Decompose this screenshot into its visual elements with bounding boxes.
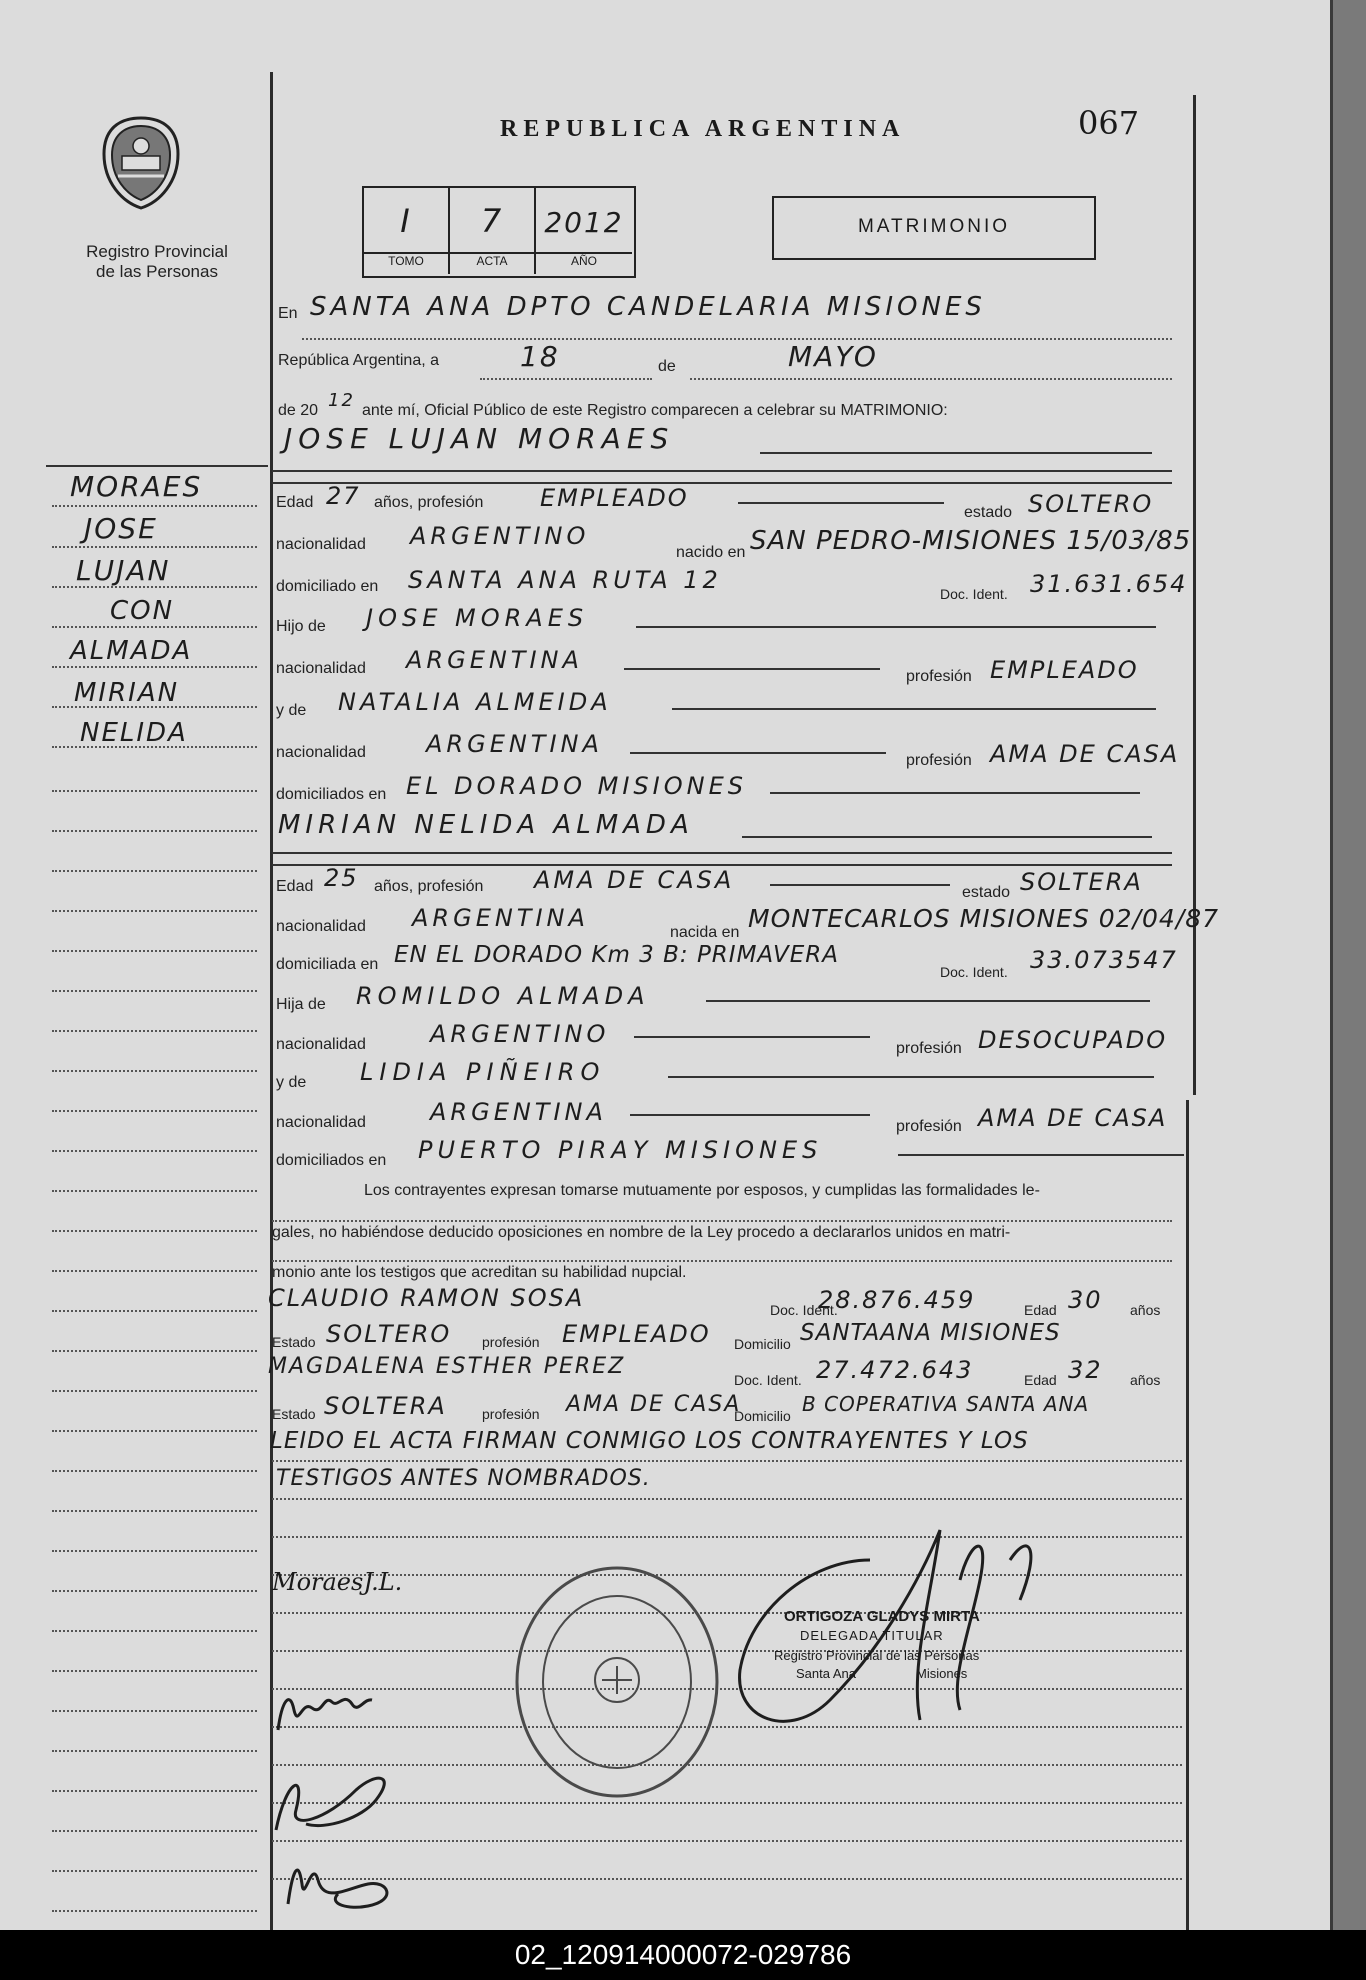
act-type-box	[772, 196, 1096, 260]
groom-name: JOSE LUJAN MORAES	[284, 422, 675, 455]
witness2-edad-label: Edad	[1024, 1372, 1057, 1388]
bride-anos-label: años, profesión	[374, 878, 484, 895]
month-value: MAYO	[788, 340, 878, 373]
witness1-address: SANTAANA MISIONES	[800, 1320, 1061, 1346]
tomo-label: TOMO	[388, 254, 424, 268]
bride-mother-nationality: ARGENTINA	[430, 1098, 607, 1126]
year-suffix: 12	[328, 390, 355, 411]
registry-emblem	[98, 112, 184, 212]
officer-location-1: Santa Ana	[796, 1666, 856, 1681]
witness1-estado-label: Estado	[272, 1334, 316, 1350]
act-type-label: MATRIMONIO	[857, 216, 1011, 237]
bride-father-profession: DESOCUPADO	[978, 1026, 1168, 1054]
witness2-name: MAGDALENA ESTHER PEREZ	[268, 1354, 626, 1379]
bride-mother-profession: AMA DE CASA	[978, 1104, 1168, 1132]
groom-doc-label: Doc. Ident.	[940, 586, 1008, 602]
groom-yde-label: y de	[276, 702, 307, 719]
margin-note-2: JOSE	[84, 512, 158, 545]
groom-parents-address: EL DORADO MISIONES	[406, 772, 747, 800]
bride-mother: LIDIA PIÑEIRO	[360, 1058, 606, 1086]
margin-note-7: NELIDA	[80, 718, 188, 748]
groom-anos-label: años, profesión	[374, 494, 484, 511]
groom-domiciliado-label: domiciliado en	[276, 578, 379, 595]
witness1-civil-status: SOLTERO	[326, 1320, 452, 1348]
bride-mother-prof-label: profesión	[896, 1118, 962, 1135]
bride-profession: AMA DE CASA	[534, 866, 735, 894]
margin-note-3: LUJAN	[76, 554, 171, 587]
witness1-age: 30	[1068, 1286, 1103, 1314]
groom-mother-nat-label: nacionalidad	[276, 744, 366, 761]
bride-father-nat-label: nacionalidad	[276, 1036, 366, 1053]
acta-label: ACTA	[476, 254, 508, 268]
witness1-signature	[266, 1760, 416, 1840]
bride-doc: 33.073547	[1030, 946, 1178, 974]
bride-edad-label: Edad	[276, 878, 314, 895]
right-margin-rule-lower	[1186, 1100, 1189, 1930]
groom-mother-nationality: ARGENTINA	[426, 730, 603, 758]
groom-estado-label: estado	[964, 504, 1013, 521]
de-label: de	[658, 358, 676, 375]
margin-note-4: CON	[110, 596, 175, 626]
bride-father: ROMILDO ALMADA	[356, 982, 650, 1010]
witness2-profesion-label: profesión	[482, 1406, 540, 1422]
scan-footer	[0, 1930, 1366, 1980]
right-margin-rule	[1193, 95, 1196, 1095]
groom-father-nat-label: nacionalidad	[276, 660, 366, 677]
witness2-signature	[268, 1844, 418, 1924]
bride-name: MIRIAN NELIDA ALMADA	[278, 810, 694, 840]
bride-age: 25	[324, 864, 359, 892]
acta-value: 7	[480, 202, 504, 240]
witness2-profession: AMA DE CASA	[566, 1392, 742, 1417]
bride-address: EN EL DORADO Km 3 B: PRIMAVERA	[394, 942, 839, 968]
witness2-civil-status: SOLTERA	[324, 1392, 447, 1420]
anio-value: 2012	[544, 206, 624, 239]
groom-nacido-label: nacido en	[676, 544, 746, 561]
registry-name-line1: Registro Provincial	[86, 242, 228, 261]
act-reference-box	[362, 186, 636, 278]
country-title: REPUBLICA ARGENTINA	[500, 116, 906, 142]
year-prefix: de 20	[278, 402, 319, 419]
groom-hijo-label: Hijo de	[276, 618, 326, 635]
groom-mother-prof-label: profesión	[906, 752, 972, 769]
witness1-doc-label: Doc. Ident.	[770, 1302, 838, 1318]
groom-father: JOSE MORAES	[366, 604, 589, 632]
witness1-anos-label: años	[1130, 1302, 1161, 1318]
margin-note-6: MIRIAN	[74, 678, 180, 708]
witness2-estado-label: Estado	[272, 1406, 316, 1422]
groom-nationality: ARGENTINO	[410, 522, 590, 550]
witness2-domicilio-label: Domicilio	[734, 1408, 791, 1424]
closing-line1: LEIDO EL ACTA FIRMAN CONMIGO LOS CONTRAYENTES Y LOS	[270, 1428, 1029, 1454]
groom-mother: NATALIA ALMEIDA	[338, 688, 612, 716]
bride-mother-nat-label: nacionalidad	[276, 1114, 366, 1131]
page-number: 067	[1078, 104, 1140, 142]
bride-nacionalidad-label: nacionalidad	[276, 918, 366, 935]
groom-domiciliados-label: domiciliados en	[276, 786, 387, 803]
groom-edad-label: Edad	[276, 494, 314, 511]
bride-civil-status: SOLTERA	[1020, 868, 1143, 896]
day-value: 18	[520, 340, 560, 373]
groom-mother-profession: AMA DE CASA	[990, 740, 1180, 768]
witness2-age: 32	[1068, 1356, 1103, 1384]
declaration-line1: Los contrayentes expresan tomarse mutuamente por esposos, y cumplidas las formalidades le-	[364, 1182, 1040, 1199]
registry-name-line2: de las Personas	[96, 262, 218, 281]
groom-father-profession: EMPLEADO	[990, 656, 1139, 684]
en-label: En	[278, 305, 298, 322]
bride-doc-label: Doc. Ident.	[940, 964, 1008, 980]
groom-civil-status: SOLTERO	[1028, 490, 1154, 518]
bride-domiciliados-label: domiciliados en	[276, 1152, 387, 1169]
intro-statement: ante mí, Oficial Público de este Registro comparecen a celebrar su MATRIMONIO:	[362, 402, 948, 419]
bride-father-prof-label: profesión	[896, 1040, 962, 1057]
republica-label: República Argentina, a	[278, 352, 439, 369]
bride-yde-label: y de	[276, 1074, 307, 1091]
witness1-name: CLAUDIO RAMON SOSA	[268, 1284, 585, 1312]
groom-nacionalidad-label: nacionalidad	[276, 536, 366, 553]
groom-father-prof-label: profesión	[906, 668, 972, 685]
witness2-address: B COPERATIVA SANTA ANA	[802, 1392, 1090, 1416]
bride-nacida-label: nacida en	[670, 924, 740, 941]
declaration-line2: gales, no habiéndose deducido oposiciones en nombre de la Ley procedo a declararlos unidos en matri-	[272, 1224, 1011, 1241]
witness2-anos-label: años	[1130, 1372, 1161, 1388]
bride-domiciliada-label: domiciliada en	[276, 956, 379, 973]
officer-office: Registro Provincial de las Personas	[774, 1648, 980, 1663]
groom-father-nationality: ARGENTINA	[406, 646, 583, 674]
margin-note-5: ALMADA	[70, 636, 193, 666]
anio-label: AÑO	[570, 254, 597, 268]
groom-doc: 31.631.654	[1030, 570, 1188, 598]
groom-address: SANTA ANA RUTA 12	[408, 566, 722, 594]
groom-signature: MoraesJ.L.	[272, 1568, 403, 1596]
page-edge	[1330, 0, 1366, 1930]
image-id-label: 02_120914000072-029786	[514, 1939, 852, 1970]
witness1-profesion-label: profesión	[482, 1334, 540, 1350]
witness1-domicilio-label: Domicilio	[734, 1336, 791, 1352]
bride-father-nationality: ARGENTINO	[430, 1020, 610, 1048]
declaration-line3: monio ante los testigos que acreditan su habilidad nupcial.	[272, 1264, 687, 1281]
officer-name: ORTIGOZA GLADYS MIRTA	[784, 1608, 980, 1625]
tomo-value: I	[400, 202, 412, 240]
officer-location-2: Misiones	[916, 1666, 968, 1681]
witness2-doc-label: Doc. Ident.	[734, 1372, 802, 1388]
bride-nationality: ARGENTINA	[412, 904, 589, 932]
closing-line2: TESTIGOS ANTES NOMBRADOS.	[276, 1466, 651, 1491]
groom-birthplace: SAN PEDRO-MISIONES 15/03/85	[750, 526, 1192, 556]
bride-parents-address: PUERTO PIRAY MISIONES	[418, 1136, 823, 1164]
bride-signature	[272, 1680, 382, 1740]
groom-age: 27	[326, 482, 361, 510]
official-seal-stamp	[512, 1562, 722, 1802]
place-value: SANTA ANA DPTO CANDELARIA MISIONES	[310, 292, 986, 322]
witness1-edad-label: Edad	[1024, 1302, 1057, 1318]
groom-profession: EMPLEADO	[540, 484, 689, 512]
witness1-doc: 28.876.459	[818, 1286, 976, 1314]
bride-birthplace: MONTECARLOS MISIONES 02/04/87	[748, 904, 1220, 933]
margin-note-1: MORAES	[70, 470, 203, 503]
witness2-doc: 27.472.643	[816, 1356, 974, 1384]
bride-hija-label: Hija de	[276, 996, 326, 1013]
bride-estado-label: estado	[962, 884, 1011, 901]
witness1-profession: EMPLEADO	[562, 1320, 711, 1348]
officer-title: DELEGADA TITULAR	[800, 1628, 944, 1643]
